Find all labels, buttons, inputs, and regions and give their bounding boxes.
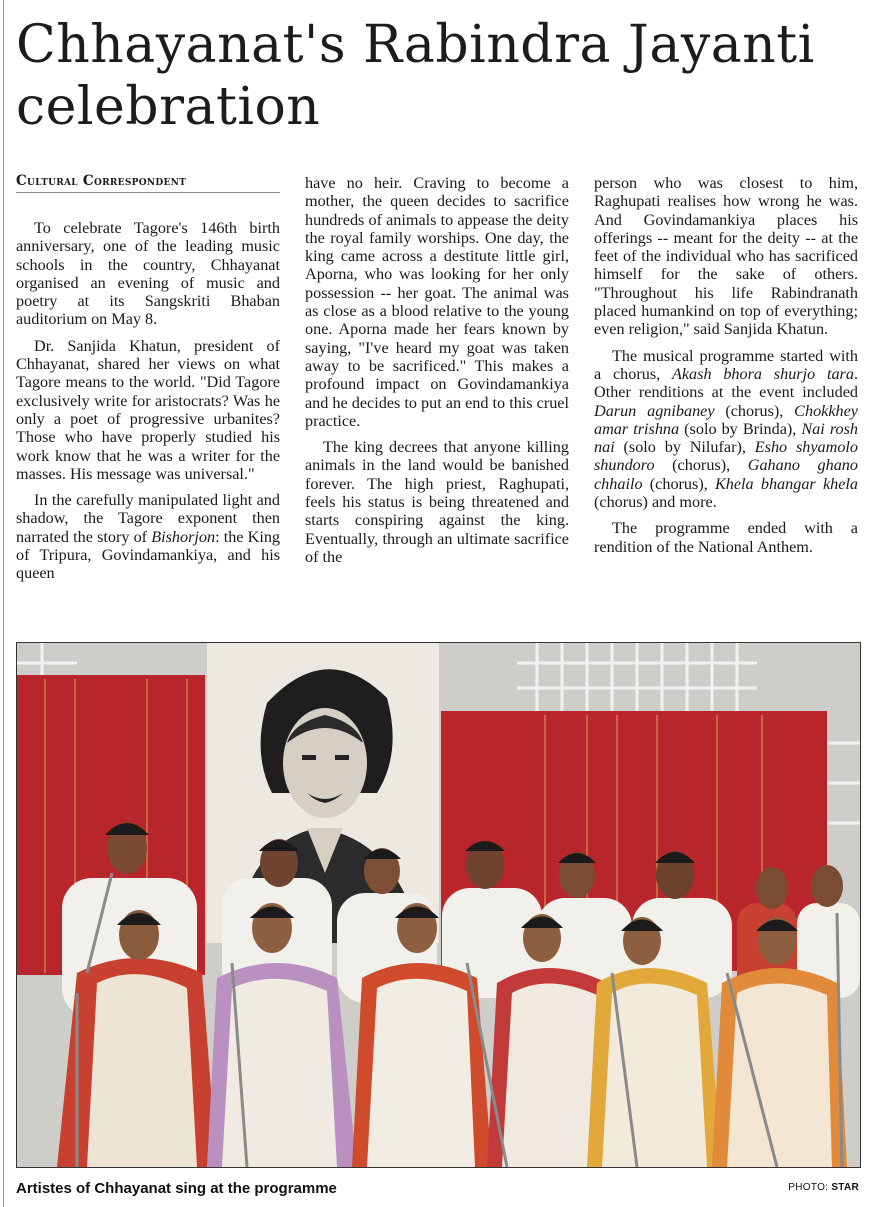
text-run: (solo by Nilufar), <box>614 438 755 457</box>
text-run: (chorus), <box>714 401 795 420</box>
paragraph: The king decrees that anyone killing animals in the land would be banished forever. The high priest, Raghupati, feels his status is being threatened and starts conspiring against the king. Eventually, through an ultimate sacrifice of the <box>305 438 569 566</box>
text-run: In the carefully manipulated light and shadow, the Tagore exponent then narrated the story of <box>16 491 280 546</box>
photo-credit <box>788 1182 859 1193</box>
article-column-3 <box>594 174 858 564</box>
song-title: Akash bhora shurjo tara <box>671 364 854 383</box>
byline: Cultural Correspondent <box>16 173 280 193</box>
text-run: (solo by Brinda), <box>679 419 802 438</box>
paragraph: The programme ended with a rendition of the National Anthem. <box>594 519 858 556</box>
paragraph <box>594 347 858 512</box>
event-photo <box>16 642 861 1168</box>
text-run: The musical programme started with a chorus, <box>594 346 858 383</box>
article-column-1 <box>16 219 280 591</box>
play-title: Bishorjon <box>151 527 216 546</box>
article-column-2 <box>305 174 569 574</box>
event-photo-illustration <box>17 643 860 1167</box>
song-title: Gahano ghano chhailo <box>594 456 858 493</box>
photo-credit-source: STAR <box>831 1182 859 1193</box>
text-run: (chorus), <box>654 456 748 475</box>
text-run: (chorus), <box>642 474 715 493</box>
song-title: Nai rosh nai <box>594 419 858 457</box>
paragraph: person who was closest to him, Raghupati realises how wrong he was. And Govindamankiya places his offerings -- meant for the deity -- at the feet of the individual who has sacrificed himself for the sake of others. "Throughout his life Rabindranath placed humankind on top of everything; even religion," said Sanjida Khatun. <box>594 174 858 339</box>
paragraph <box>16 491 280 582</box>
headline: Chhayanat's Rabindra Jayanti celebration <box>16 15 815 137</box>
song-title: Esho shyamolo shundoro <box>594 438 858 475</box>
text-run: : the King of Tripura, Govindamankiya, and his queen <box>16 527 281 583</box>
text-run: . Other renditions at the event included <box>594 364 858 402</box>
photo-credit-label: PHOTO: <box>788 1182 832 1193</box>
paragraph: Dr. Sanjida Khatun, president of Chhayanat, shared her views on what Tagore means to the world. "Did Tagore exclusively write for aristocrats? Was he only a poet of progressive urbanites? Those who have properly studied his work know that he was a writer for the masses. His message was universal." <box>16 336 280 483</box>
song-title: Darun agnibaney <box>594 401 715 420</box>
left-margin-rule <box>3 0 4 1207</box>
photo-caption: Artistes of Chhayanat sing at the programme <box>16 1180 337 1197</box>
paragraph: have no heir. Craving to become a mother, the queen decides to sacrifice hundreds of animals to appease the deity the royal family worships. One day, the king came across a destitute little girl, Aporna, who was looking for her only possession -- her goat. The animal was as close as a blood relative to the young one. Aporna made her fears known by saying, "I've heard my goat was taken away to be sacrificed." This makes a profound impact on Govindamankiya and he decides to put an end to this cruel practice. <box>305 174 569 430</box>
song-title: Chokkhey amar trishna <box>594 401 858 438</box>
paragraph: To celebrate Tagore's 146th birth anniversary, one of the leading music schools in the country, Chhayanat organised an evening of music and poetry at its Sangskriti Bhaban auditorium on May 8. <box>16 219 280 329</box>
text-run: (chorus) and more. <box>594 493 717 512</box>
song-title: Khela bhangar khela <box>714 474 858 493</box>
